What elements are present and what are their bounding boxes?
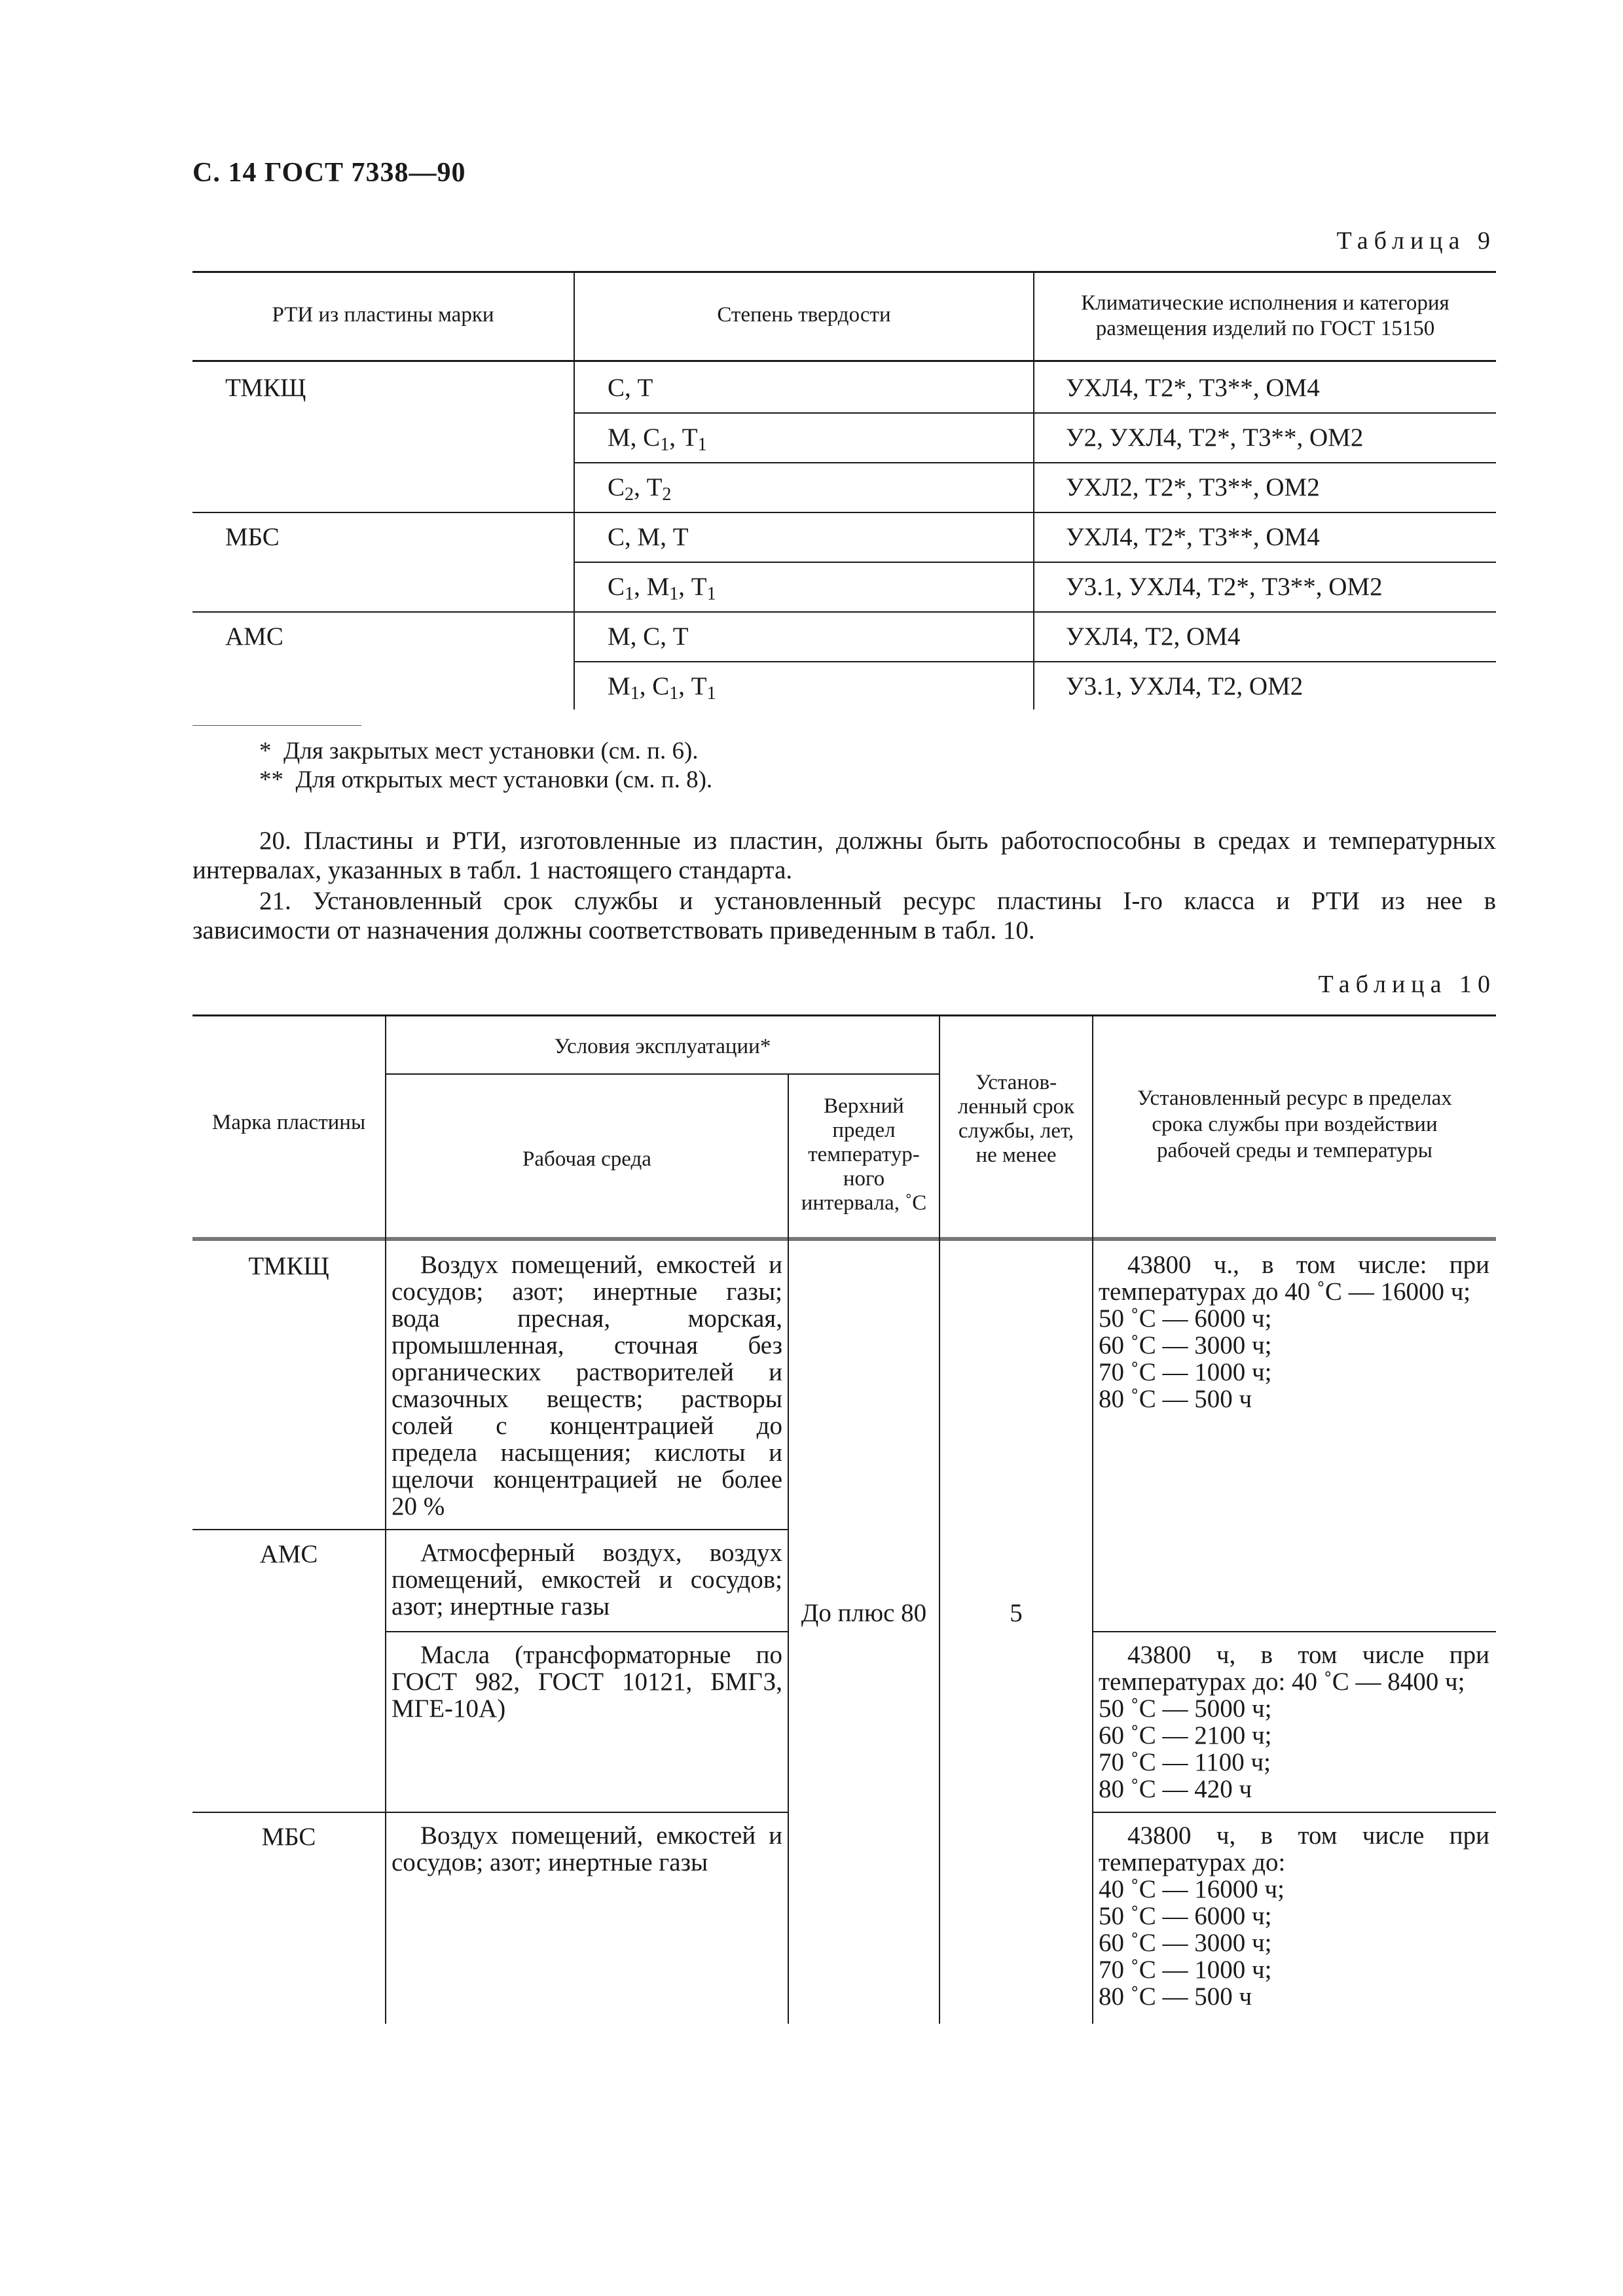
table10-header-service-life-line: ленный срок <box>957 1095 1075 1119</box>
table10-medium-line: ГОСТ 982, ГОСТ 10121, БМГЗ, <box>392 1668 782 1696</box>
paragraph-20-line1: 20. Пластины и РТИ, изготовленные из пластин, должны быть работоспособны в средах и температурных <box>259 827 1496 855</box>
table10-medium-line: Воздух помещений, емкостей и <box>420 1251 782 1279</box>
table9-row-hardness: С, Т <box>608 374 653 402</box>
table9-header-climate <box>1034 291 1496 342</box>
table10-caption: Таблица 10 <box>1318 971 1496 998</box>
table10-resource-line: 70 ˚С — 1000 ч; <box>1099 1358 1272 1386</box>
table10-medium-line: щелочи концентрацией не более <box>392 1465 782 1494</box>
table9-row-hardness: М, $С_1$, $Т_1$ <box>608 423 707 456</box>
table10-medium-line: солей с концентрацией до <box>392 1412 782 1440</box>
table9-row-climate: У3.1, УХЛ4, Т2, ОМ2 <box>1066 672 1304 700</box>
table10-medium-cell <box>392 1641 782 1722</box>
table9-row-hardness: $С_1$, $М_1$, $Т_1$ <box>608 573 716 605</box>
table10-header-temperature-line: предел <box>832 1119 896 1142</box>
table10-resource-line: 50 ˚С — 6000 ч; <box>1099 1304 1272 1333</box>
table10-header-temperature <box>789 1094 939 1215</box>
page-title: С. 14 ГОСТ 7338—90 <box>192 158 466 188</box>
table10-header-service-life-line: службы, лет, <box>958 1119 1074 1143</box>
table10-resource-line: 43800 ч, в том числе при <box>1127 1641 1489 1669</box>
table10-header-mark: Марка пластины <box>211 1111 366 1134</box>
table10-header-service-life-line: не менее <box>976 1143 1057 1167</box>
table10-medium-line: вода пресная, морская, <box>392 1304 782 1333</box>
table10-header-resource-line: Установленный ресурс в пределах <box>1137 1086 1452 1110</box>
table10-medium-cell <box>392 1251 782 1520</box>
table10-resource-line: 50 ˚С — 5000 ч; <box>1099 1695 1272 1723</box>
table10-header-conditions: Условия эксплуатации* <box>554 1035 771 1058</box>
table10-resource-line: 80 ˚С — 420 ч <box>1099 1775 1252 1803</box>
table10-resource-line: 60 ˚С — 3000 ч; <box>1099 1331 1272 1359</box>
table10-resource-cell <box>1099 1641 1489 1803</box>
table10-header-service-life-line: Установ- <box>975 1071 1057 1094</box>
table10-header-resource-line: рабочей среды и температуры <box>1157 1139 1432 1162</box>
table10-medium-line: Масла (трансформаторные по <box>420 1641 782 1669</box>
table10-resource-line: 80 ˚С — 500 ч <box>1099 1982 1252 2011</box>
paragraph-21-line2: зависимости от назначения должны соответствовать приведенным в табл. 10. <box>192 916 1035 944</box>
table10-mark: ТМКЩ <box>248 1252 329 1280</box>
table10-resource-line: 43800 ч, в том числе при <box>1127 1821 1489 1850</box>
table9-row-hardness: $М_1$, $С_1$, $Т_1$ <box>608 672 716 704</box>
table9-header-climate-line2: размещения изделий по ГОСТ 15150 <box>1095 317 1435 340</box>
table10-resource-line: 80 ˚С — 500 ч <box>1099 1385 1252 1413</box>
table9-row-hardness: С, М, Т <box>608 523 689 551</box>
table9-row-climate: УХЛ4, Т2*, Т3**, ОМ4 <box>1066 374 1320 402</box>
footnote-open: ** Для открытых мест установки (см. п. 8). <box>259 766 713 793</box>
footnote-closed: * Для закрытых мест установки (см. п. 6). <box>259 738 699 764</box>
table10-temperature-value: До плюс 80 <box>801 1599 927 1627</box>
table10-medium-cell <box>392 1822 782 1876</box>
table10-resource-line: 50 ˚С — 6000 ч; <box>1099 1902 1272 1930</box>
table9-row-hardness: М, С, Т <box>608 622 689 651</box>
table10-medium-line: Атмосферный воздух, воздух <box>420 1539 782 1567</box>
table10-resource-cell <box>1099 1822 1489 2010</box>
table10-resource-line: 70 ˚С — 1000 ч; <box>1099 1956 1272 1984</box>
table10-header-resource-line: срока службы при воздействии <box>1152 1113 1438 1136</box>
table10-medium-cell <box>392 1539 782 1620</box>
table10-medium-line: сосудов; азот; инертные газы <box>392 1848 708 1876</box>
table10-mark: АМС <box>259 1540 318 1568</box>
table9-row-mark: ТМКЩ <box>225 374 306 402</box>
table10-resource-line: 70 ˚С — 1100 ч; <box>1099 1748 1271 1776</box>
table10-medium-line: 20 % <box>392 1492 445 1520</box>
table10-resource-line: 60 ˚С — 2100 ч; <box>1099 1721 1272 1749</box>
table9-row-mark: АМС <box>225 622 283 651</box>
table10-header-temperature-line: температур- <box>808 1143 920 1166</box>
table10-medium-line: азот; инертные газы <box>392 1592 610 1621</box>
paragraph-20 <box>192 826 1496 885</box>
table10-medium-line: помещений, емкостей и сосудов; <box>392 1566 782 1594</box>
footnote-separator <box>192 725 361 726</box>
table10-resource-line: температурах до 40 ˚С — 16000 ч; <box>1099 1278 1471 1306</box>
table9-header-hardness: Степень твердости <box>717 303 891 327</box>
table10-resource-line: 60 ˚С — 3000 ч; <box>1099 1929 1272 1957</box>
table9-row-climate: УХЛ2, Т2*, Т3**, ОМ2 <box>1066 473 1320 501</box>
table10-header-temperature-line: Верхний <box>824 1094 904 1118</box>
table10-header-medium: Рабочая среда <box>522 1147 651 1171</box>
table9-header-mark: РТИ из пластины марки <box>272 303 494 327</box>
paragraph-20-line2: интервалах, указанных в табл. 1 настоящего стандарта. <box>192 856 793 884</box>
table10-service-life-value: 5 <box>1010 1599 1023 1627</box>
table10-resource-line: температурах до: 40 ˚С — 8400 ч; <box>1099 1668 1465 1696</box>
table10-medium-line: органических растворителей и <box>392 1358 782 1386</box>
table9-row-climate: УХЛ4, Т2*, Т3**, ОМ4 <box>1066 523 1320 551</box>
table10-resource-line: температурах до: <box>1099 1848 1286 1876</box>
table10-resource-cell <box>1099 1251 1489 1412</box>
table10-header-resource <box>1093 1085 1496 1164</box>
paragraph-21-line1: 21. Установленный срок службы и установленный ресурс пластины I-го класса и РТИ из нее в <box>259 887 1496 915</box>
table10-resource-line: 43800 ч., в том числе: при <box>1127 1251 1489 1279</box>
table9-caption: Таблица 9 <box>1336 227 1496 255</box>
table10-medium-line: сосудов; азот; инертные газы; <box>392 1278 782 1306</box>
table10-header-temperature-line: интервала, ˚С <box>801 1191 927 1215</box>
table9-row-climate: УХЛ4, Т2, ОМ4 <box>1066 622 1241 651</box>
table9-row-mark: МБС <box>225 523 280 551</box>
table10-resource-line: 40 ˚С — 16000 ч; <box>1099 1875 1285 1903</box>
table9-row-climate: У3.1, УХЛ4, Т2*, Т3**, ОМ2 <box>1066 573 1383 601</box>
table10-header-service-life <box>940 1071 1092 1168</box>
table9-row-hardness: $С_2$, $Т_2$ <box>608 473 672 505</box>
table10-medium-line: промышленная, сточная без <box>392 1331 782 1359</box>
paragraph-21 <box>192 886 1496 945</box>
table10-medium-line: МГЕ-10А) <box>392 1695 506 1723</box>
table10-medium-line: предела насыщения; кислоты и <box>392 1439 782 1467</box>
table10-medium-line: Воздух помещений, емкостей и <box>420 1821 782 1850</box>
table10-medium-line: смазочных веществ; растворы <box>392 1385 782 1413</box>
table9-header-climate-line1: Климатические исполнения и категория <box>1081 291 1450 315</box>
table10-mark: МБС <box>261 1823 316 1851</box>
table9-row-climate: У2, УХЛ4, Т2*, Т3**, ОМ2 <box>1066 423 1364 452</box>
table10-header-temperature-line: ного <box>843 1167 885 1191</box>
